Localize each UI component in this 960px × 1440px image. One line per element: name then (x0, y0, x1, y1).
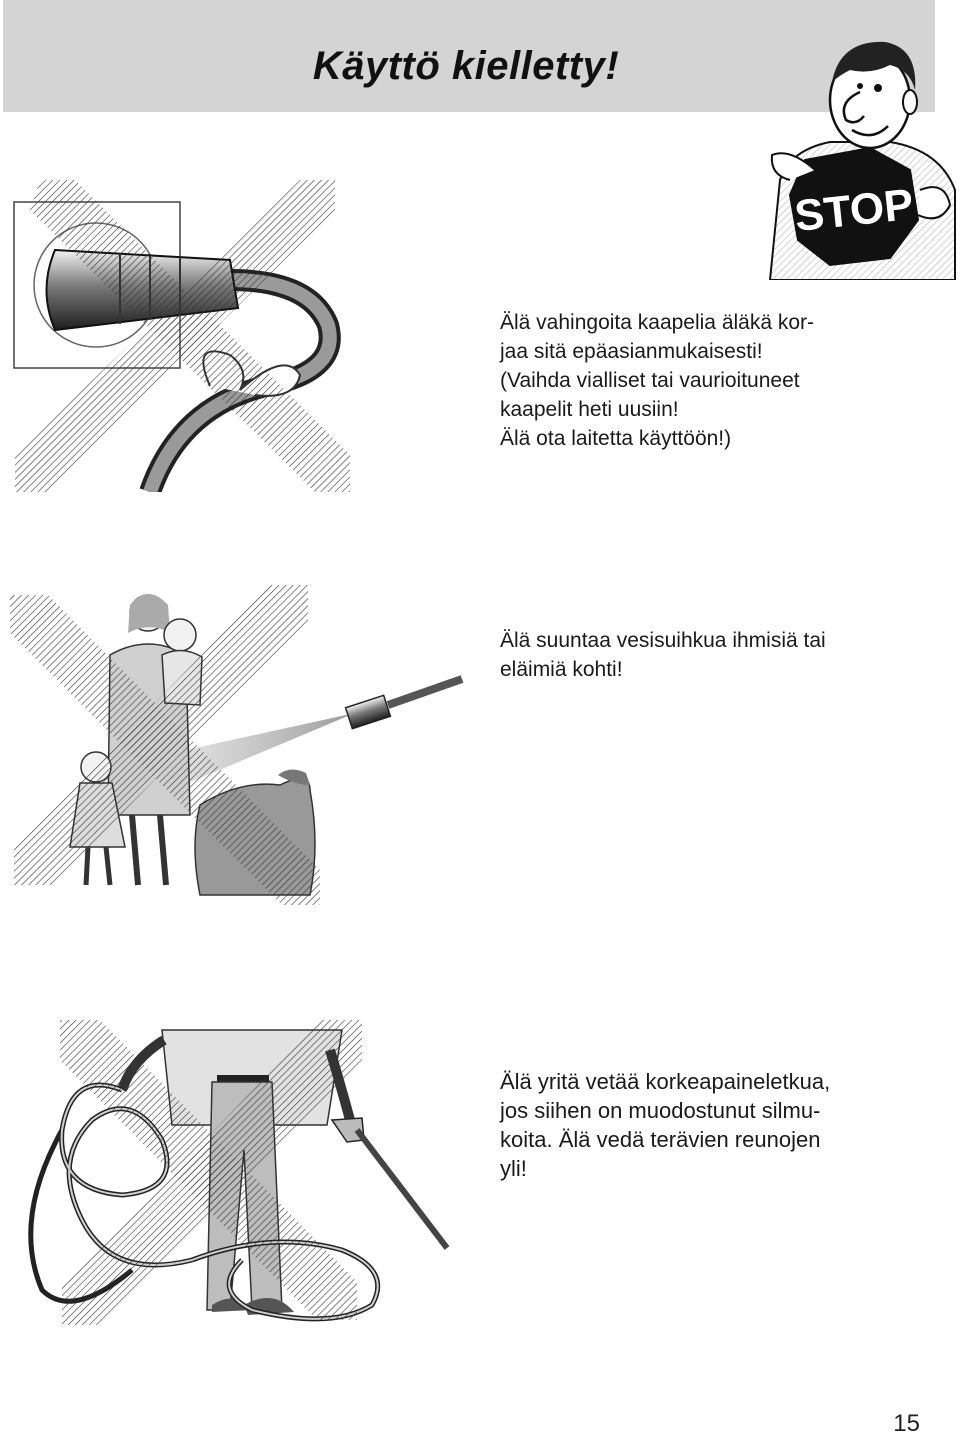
damaged-cable-illustration (10, 180, 350, 492)
spray-people-illustration (10, 585, 480, 905)
baby (164, 619, 196, 651)
section-cable-text: Älä vahingoita kaapelia äläkä kor- jaa sitä epäasianmukaisesti! (Vaihda vialliset tai vaurioituneet kaapelit heti uusiin! Älä ota laitetta käyttöön!) (500, 311, 815, 450)
tangled-hose-illustration (12, 1020, 462, 1330)
spray-lance (388, 679, 462, 705)
section-spray-text: Älä suuntaa vesisuihkua ihmisiä tai eläimiä kohti! (500, 629, 826, 681)
spray-nozzle (346, 695, 391, 728)
page-title: Käyttö kielletty! (312, 44, 620, 88)
page-number: 15 (893, 1410, 920, 1437)
spray-lance (357, 1130, 447, 1248)
stop-sign-text: STOP (792, 179, 916, 242)
section-hose-text: Älä yritä vetää korkeapaineletkua, jos siihen on muodostunut silmu- koita. Älä vedä terävien reunojen yli! (500, 1069, 831, 1181)
stop-man-illustration (760, 30, 960, 280)
